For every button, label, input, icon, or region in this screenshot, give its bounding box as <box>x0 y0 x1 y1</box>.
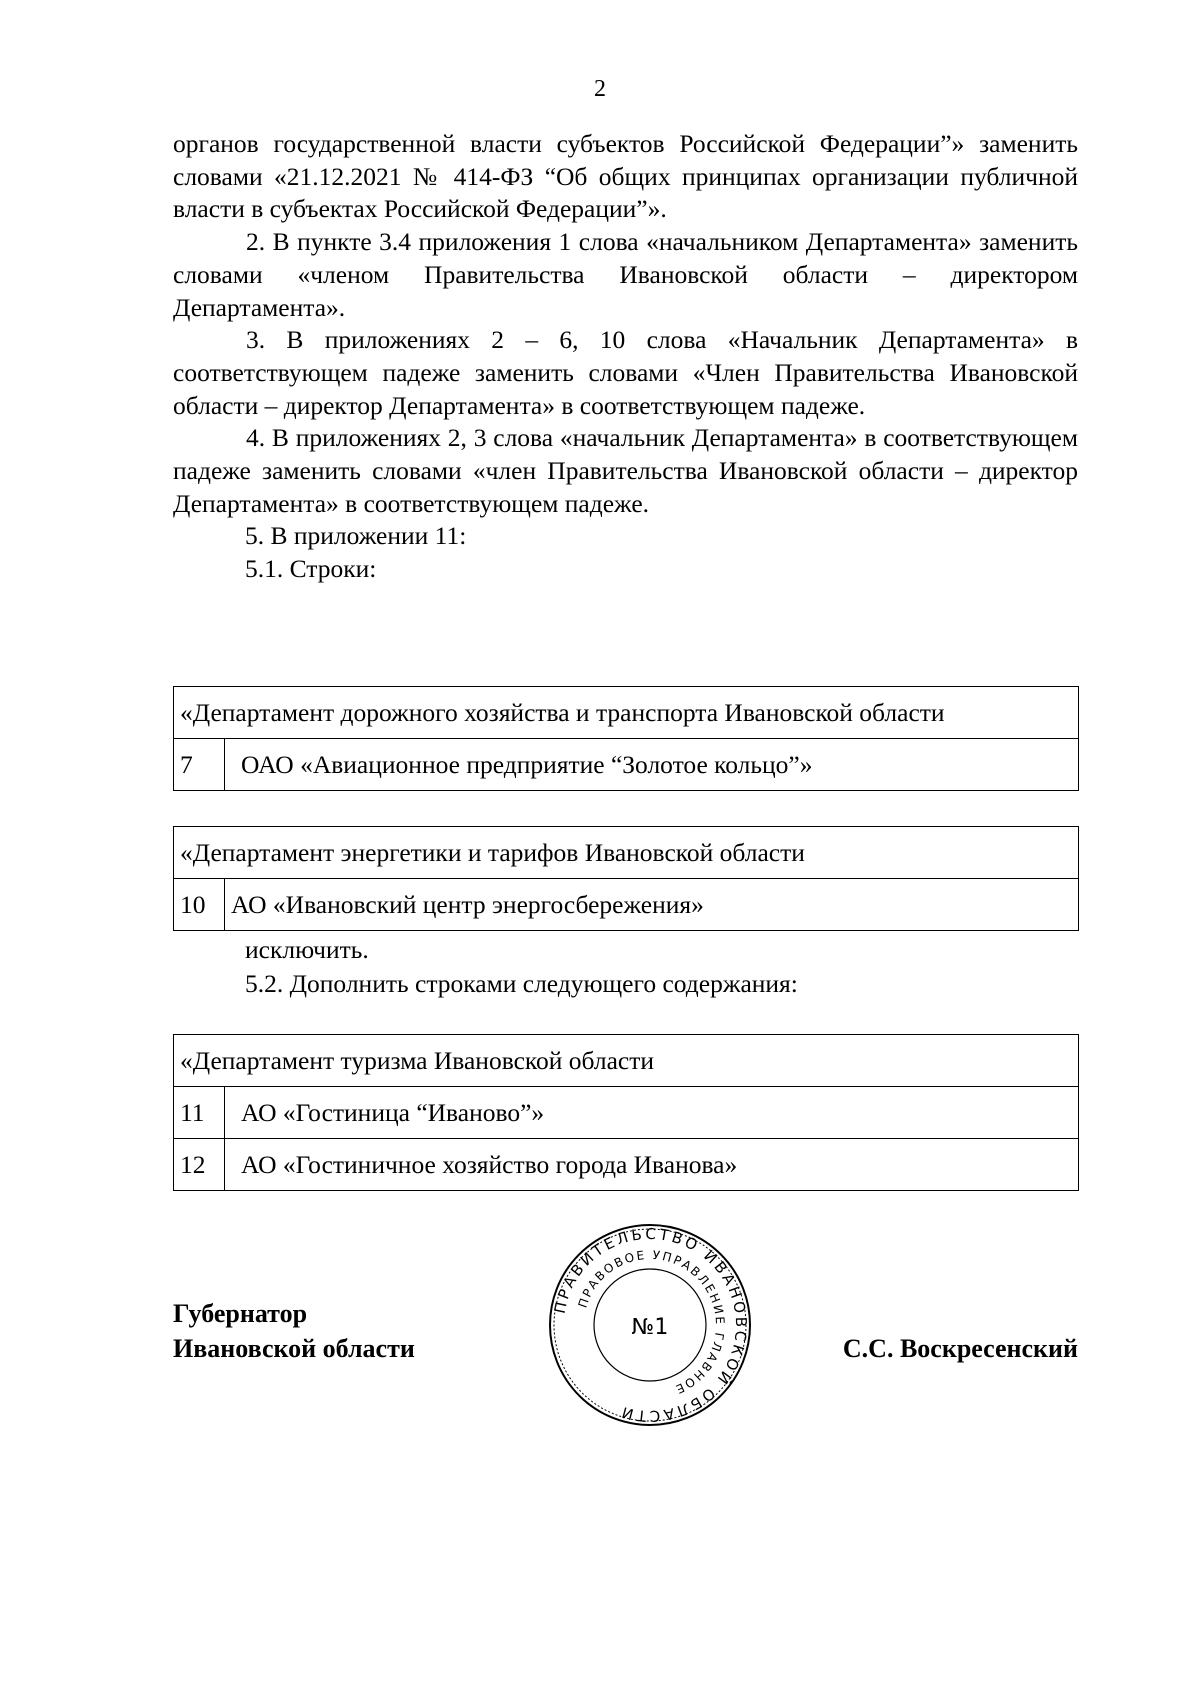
table-header-row <box>174 687 1079 739</box>
table-header-row <box>174 1035 1079 1087</box>
exclude-text: исключить. <box>245 935 369 964</box>
seal-inner-text: ПРАВОВОЕ УПРАВЛЕНИЕ ГЛАВНОЕ <box>575 1247 728 1397</box>
table-row <box>174 879 1079 931</box>
row-text: АО «Ивановский центр энергосбережения» <box>225 879 1079 931</box>
paragraph-item-2: 2. В пункте 3.4 приложения 1 слова «начальником Департамента» заменить словами «членом Правительства Ивановской области – директором Департамента». <box>173 227 1078 322</box>
seal-number: №1 <box>631 1315 669 1340</box>
row-text: ОАО «Авиационное предприятие “Золотое кольцо”» <box>225 739 1079 791</box>
seal-outer-text: ПРАВИТЕЛЬСТВО ИВАНОВСКОЙ ОБЛАСТИ <box>550 1224 751 1426</box>
signature-title-line-2: Ивановской области <box>173 1334 415 1363</box>
table-tourism-department <box>173 1034 1079 1191</box>
row-number: 11 <box>174 1087 225 1139</box>
table-energy-department <box>173 826 1079 931</box>
table-header: «Департамент энергетики и тарифов Ивановской области <box>174 827 1079 879</box>
row-number: 10 <box>174 879 225 931</box>
signature-title-line-1: Губернатор <box>173 1299 308 1328</box>
signature-title <box>173 1296 415 1366</box>
table-header: «Департамент дорожного хозяйства и транспорта Ивановской области <box>174 687 1079 739</box>
paragraph-item-5: 5. В приложении 11: <box>245 521 467 551</box>
table-row <box>174 1139 1079 1191</box>
paragraph-item-5-1: 5.1. Строки: <box>245 554 377 584</box>
page-number: 2 <box>594 76 606 102</box>
row-number: 7 <box>174 739 225 791</box>
table-header-row <box>174 827 1079 879</box>
row-number: 12 <box>174 1139 225 1191</box>
table-row <box>174 739 1079 791</box>
document-body <box>173 128 1078 586</box>
paragraph-item-5-2: 5.2. Дополнить строками следующего содержания: <box>245 969 798 998</box>
table-header: «Департамент туризма Ивановской области <box>174 1035 1079 1087</box>
table-road-department <box>173 686 1079 791</box>
paragraph-continuation: органов государственной власти субъектов Российской Федерации”» заменить словами «21.12.2021 № 414-ФЗ “Об общих принципах организации публичной власти в субъектах Российской Федерации”». <box>173 129 1078 224</box>
row-text: АО «Гостиница “Иваново”» <box>225 1087 1079 1139</box>
signature-name: С.С. Воскресенский <box>842 1334 1078 1363</box>
paragraph-item-3: 3. В приложениях 2 – 6, 10 слова «Начальник Департамента» в соответствующем падеже заменить словами «Член Правительства Ивановской области – директор Департамента» в соответствующем падеже. <box>173 325 1078 420</box>
paragraph-item-4: 4. В приложениях 2, 3 слова «начальник Департамента» в соответствующем падеже заменить словами «член Правительства Ивановской области – директор Департамента» в соответствующем падеже. <box>173 423 1078 518</box>
row-text: АО «Гостиничное хозяйство города Иванова» <box>225 1139 1079 1191</box>
official-seal <box>545 1220 755 1430</box>
table-row <box>174 1087 1079 1139</box>
